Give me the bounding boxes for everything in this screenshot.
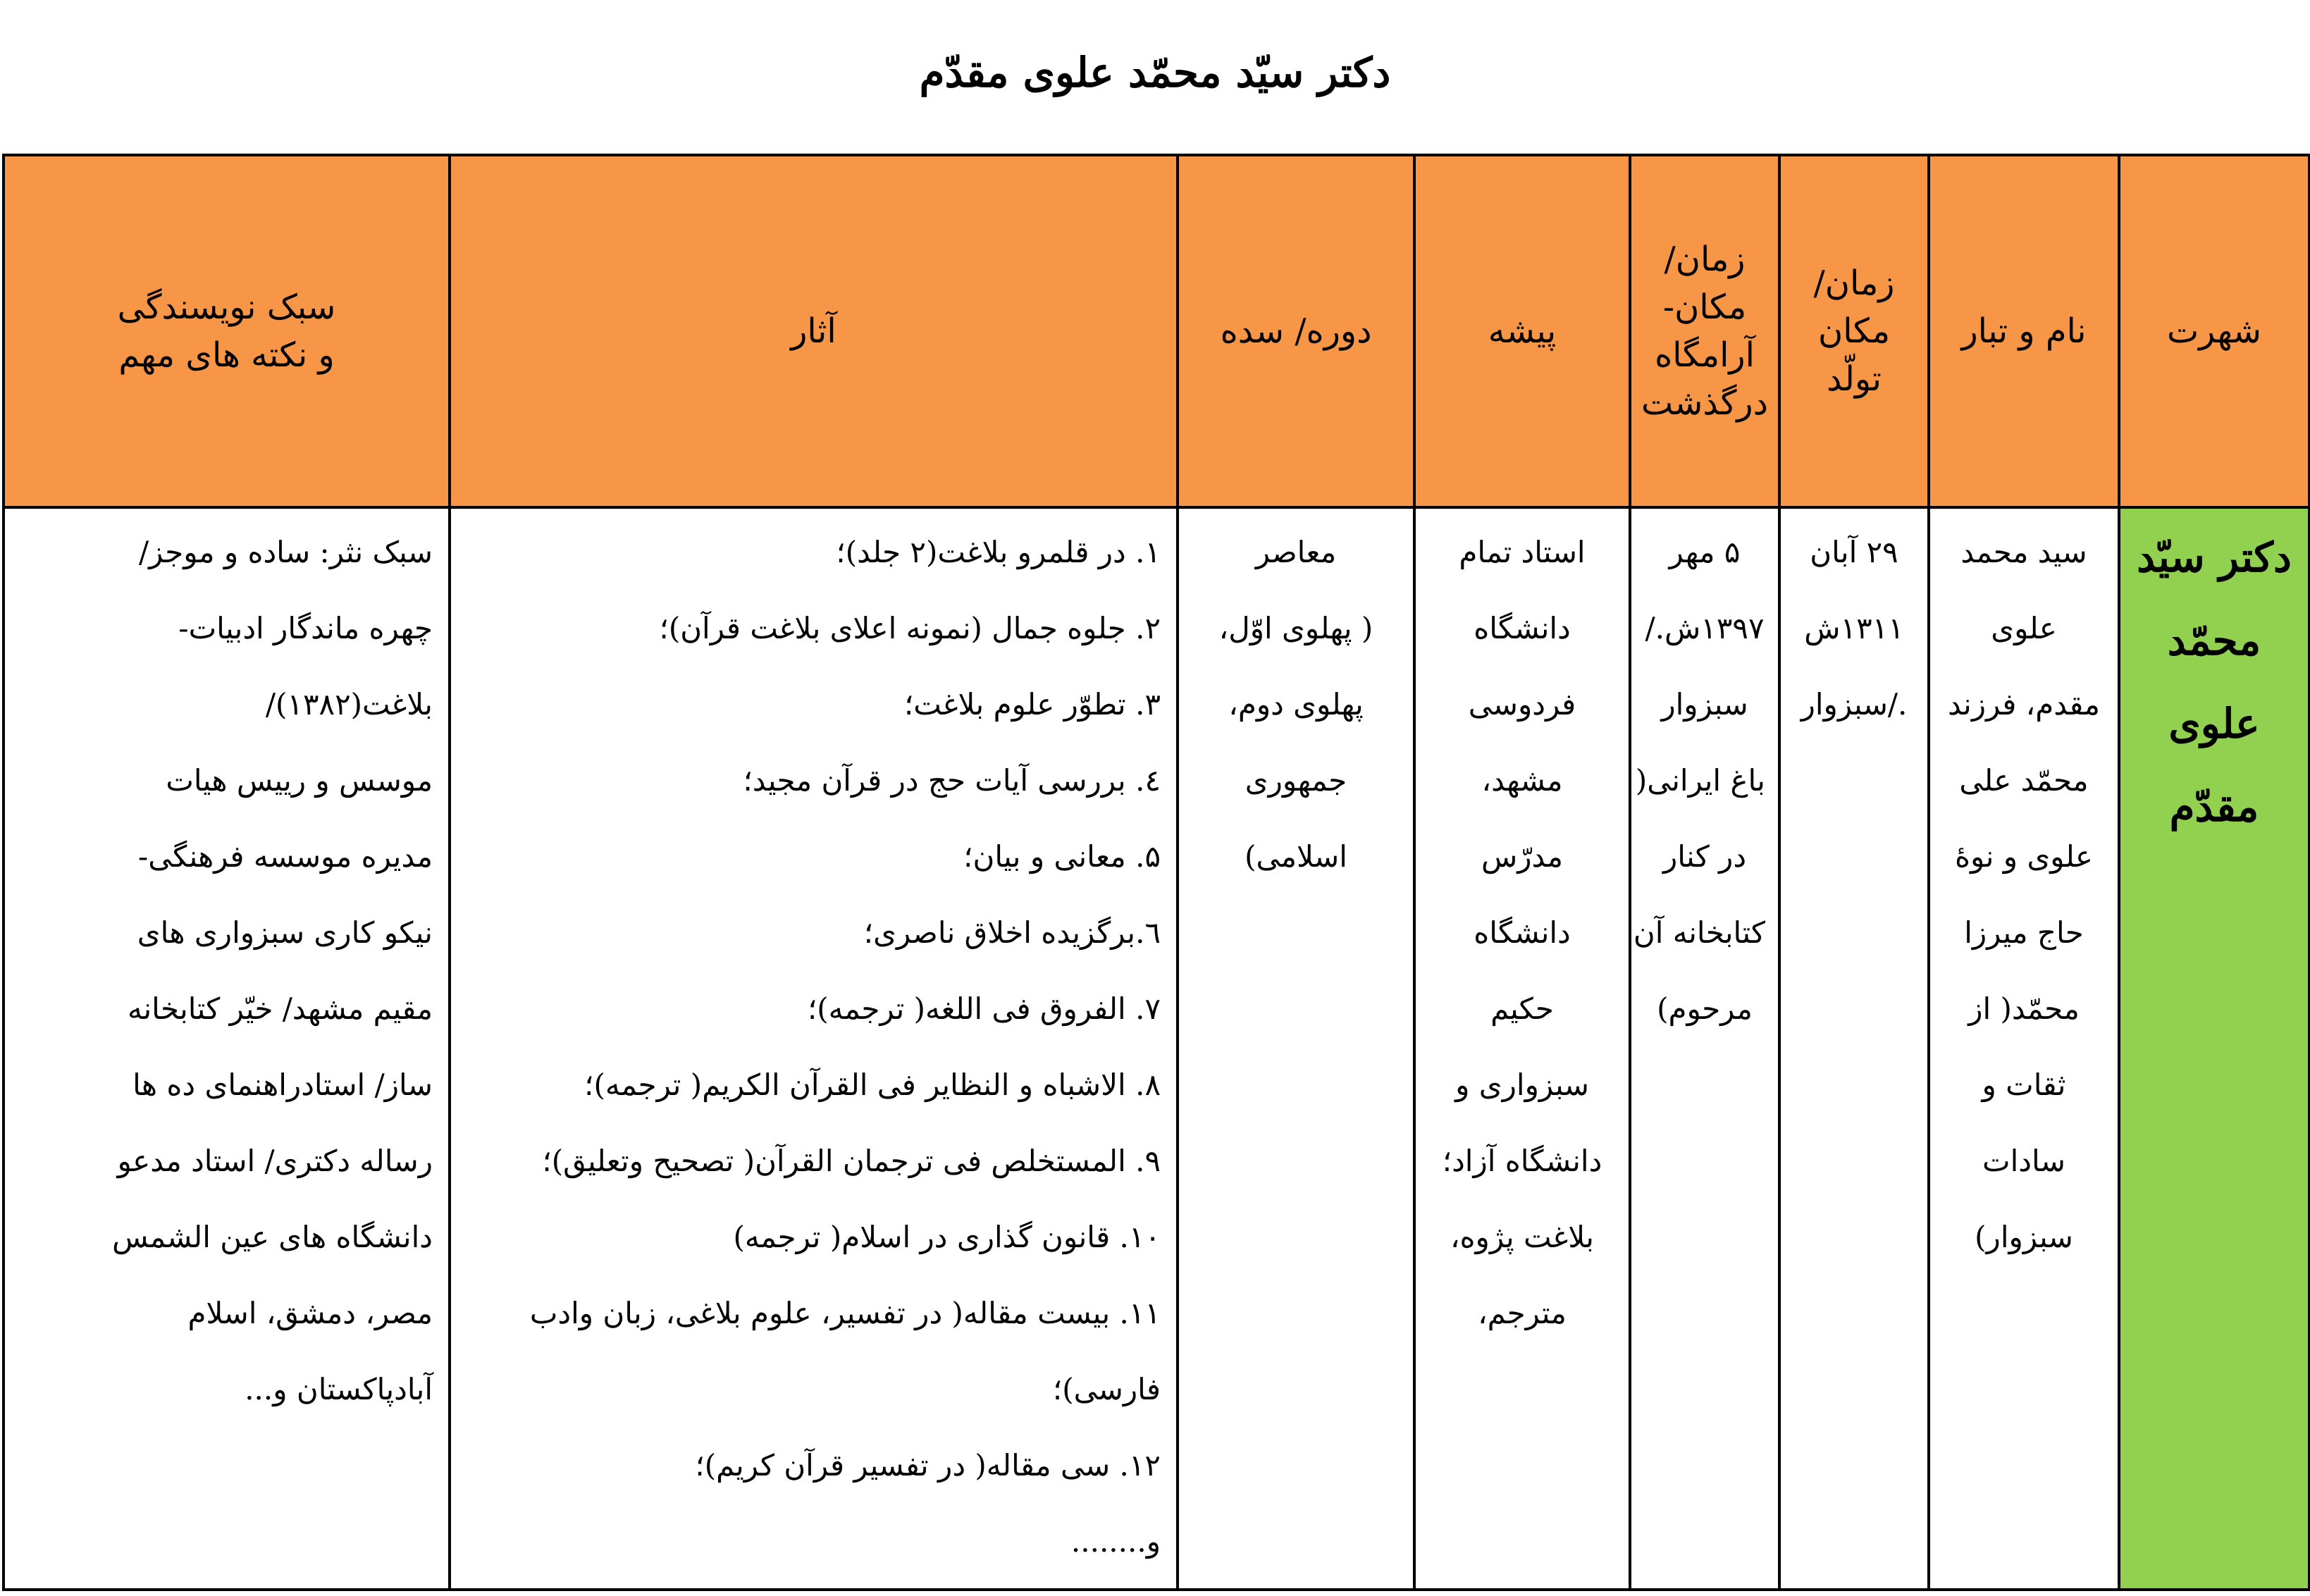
cell-death: ۵ مهر ۱۳۹۷ش./ سبزوار باغ ایرانی( در کنار کتابخانه آن مرحوم): [1630, 507, 1779, 1590]
cell-birth: ۲۹ آبان ۱۳۱۱ش ./سبزوار: [1779, 507, 1929, 1590]
header-row: [4, 155, 2309, 507]
list-item: ۳. تطوّر علوم بلاغت؛: [903, 687, 1161, 722]
cell-profession: استاد تمام دانشگاه فردوسی مشهد، مدرّس دانشگاه حکیم سبزواری و دانشگاه آزاد؛ بلاغت پژوه، مترجم،: [1414, 507, 1630, 1590]
list-item: ۱۰. قانون گذاری در اسلام( ترجمه): [733, 1220, 1161, 1254]
page-title: دکتر سیّد محمّد علوی مقدّم: [919, 49, 1391, 97]
list-item: ٤. بررسی آیات حج در قرآن مجید؛: [743, 763, 1161, 798]
header-fame: شهرت: [2119, 155, 2309, 507]
list-item: ۱. در قلمرو بلاغت(۲ جلد)؛: [836, 535, 1161, 569]
header-style: سبک نویسندگی و نکته های مهم: [4, 155, 450, 507]
list-item: ۲. جلوه جمال (نمونه اعلای بلاغت قرآن)؛: [659, 611, 1161, 645]
cell-fame: دکتر سیّد محمّد علوی مقدّم: [2119, 507, 2309, 1590]
cell-style-notes: سبک نثر: ساده و موجز/ چهره ماندگار ادبیات- بلاغت(۱۳۸۲)/ موسس و رییس هیات مدیره موسسه فرهنگی- نیکو کاری سبزواری های مقیم مشهد/ خیّر کتابخانه ساز/ استادراهنمای ده ها رساله دکتری/ استاد مدعو دانشگاه های عین الشمس مصر، دمشق، اسلام آبادپاکستان و...: [4, 507, 450, 1590]
list-item: ۷. الفروق فی اللغه( ترجمه)؛: [807, 991, 1161, 1026]
cell-period: معاصر ( پهلوی اوّل، پهلوی دوم، جمهوری اسلامی): [1178, 507, 1414, 1590]
list-item: ۱۱. بیست مقاله( در تفسیر، علوم بلاغی، زبان وادب: [529, 1296, 1161, 1330]
header-name-lineage: نام و تبار: [1929, 155, 2119, 507]
cell-name-lineage: سید محمد علوی مقدم، فرزند محمّد علی علوی و نوهٔ حاج میرزا محمّد( از ثقات و سادات سبزوار): [1929, 507, 2119, 1590]
list-item: فارسی)؛: [1052, 1372, 1161, 1406]
biography-table: [2, 154, 2310, 1591]
header-profession: پیشه: [1414, 155, 1630, 507]
list-item: ۱۲. سی مقاله( در تفسیر قرآن کریم)؛: [695, 1448, 1161, 1483]
header-period: دوره/ سده: [1178, 155, 1414, 507]
header-birth: زمان/ مکان تولّد: [1779, 155, 1929, 507]
cell-works: [450, 507, 1178, 1590]
header-death: زمان/ مکان- آرامگاه درگذشت: [1630, 155, 1779, 507]
list-item: ٦.برگزیده اخلاق ناصری؛: [863, 915, 1161, 950]
list-item: و........: [1070, 1524, 1161, 1559]
table-row: [4, 507, 2309, 1590]
list-item: ۸. الاشباه و النظایر فی القرآن الکریم( ترجمه)؛: [584, 1068, 1161, 1102]
list-item: ۵. معانی و بیان؛: [963, 839, 1161, 874]
header-works: آثار: [450, 155, 1178, 507]
list-item: ۹. المستخلص فی ترجمان القرآن( تصحیح وتعلیق)؛: [542, 1144, 1161, 1178]
